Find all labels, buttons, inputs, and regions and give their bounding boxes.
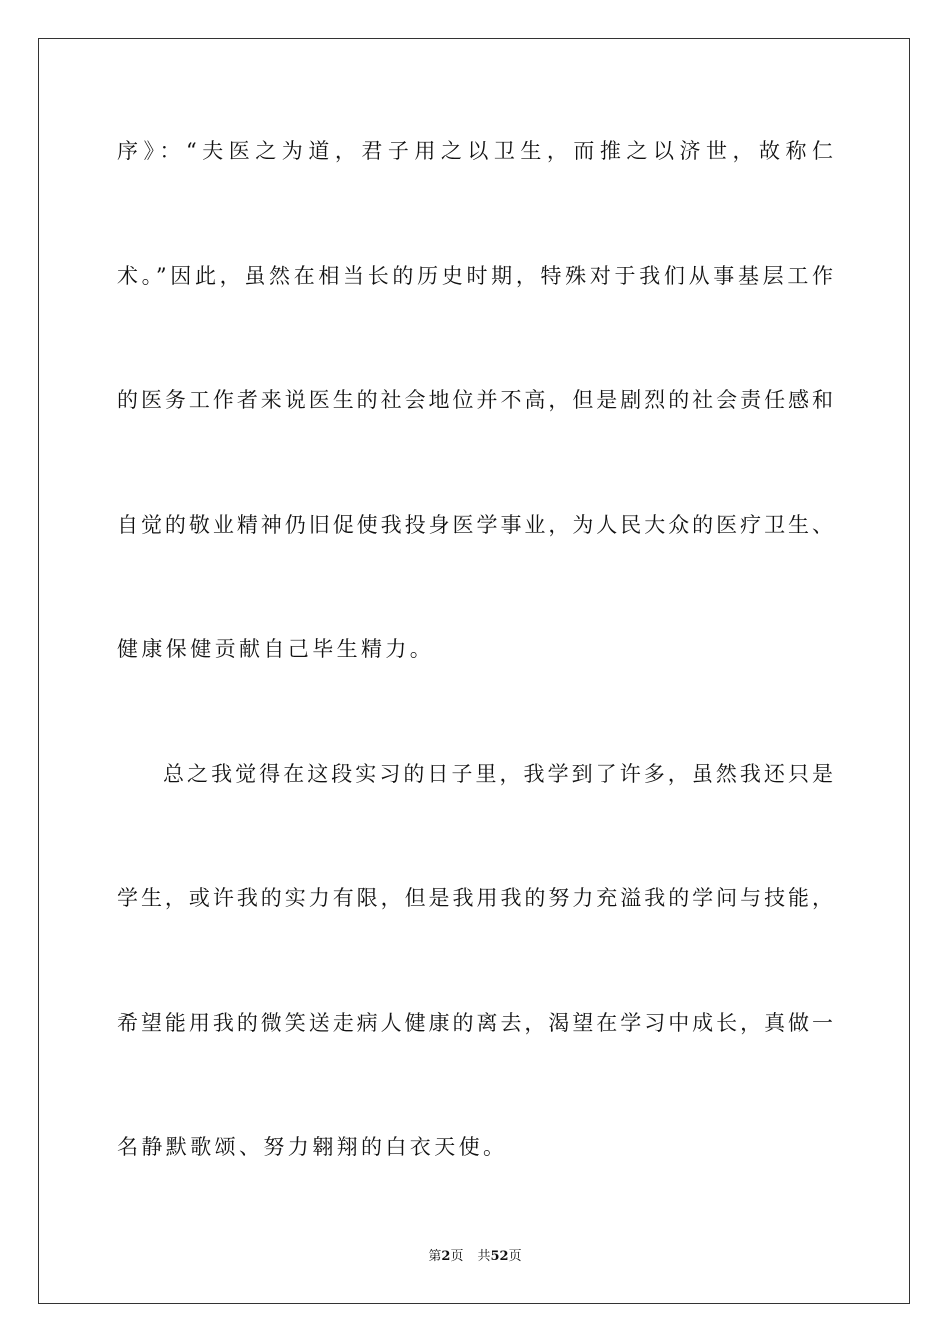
page-footer (0, 1248, 950, 1266)
text-line: 希望能用我的微笑送走病人健康的离去，渴望在学习中成长，真做一 (117, 1011, 833, 1035)
text-line: 自觉的敬业精神仍旧促使我投身医学事业，为人民大众的医疗卫生、 (117, 513, 833, 537)
text-line: 健康保健贡献自己毕生精力。 (117, 637, 435, 661)
total-prefix: 共 (477, 1249, 491, 1264)
text-line: 学生，或许我的实力有限，但是我用我的努力充溢我的学问与技能， (117, 886, 833, 910)
paragraph-first-line: 总之我觉得在这段实习的日子里，我学到了许多，虽然我还只是 (163, 762, 833, 786)
page-prefix: 第 (428, 1249, 442, 1264)
text-line: 名静默歌颂、努力翱翔的白衣天使。 (117, 1135, 508, 1159)
page-border (38, 38, 910, 1304)
total-pages: 52 (490, 1249, 509, 1264)
page-suffix: 页 (450, 1249, 464, 1264)
page-number: 2 (441, 1249, 451, 1264)
text-line: 术。”因此，虽然在相当长的历史时期，特殊对于我们从事基层工作 (117, 264, 833, 288)
text-line: 的医务工作者来说医生的社会地位并不高，但是剧烈的社会责任感和 (117, 388, 833, 412)
total-suffix: 页 (508, 1249, 522, 1264)
text-line: 序》：“夫医之为道，君子用之以卫生，而推之以济世，故称仁 (117, 139, 833, 163)
